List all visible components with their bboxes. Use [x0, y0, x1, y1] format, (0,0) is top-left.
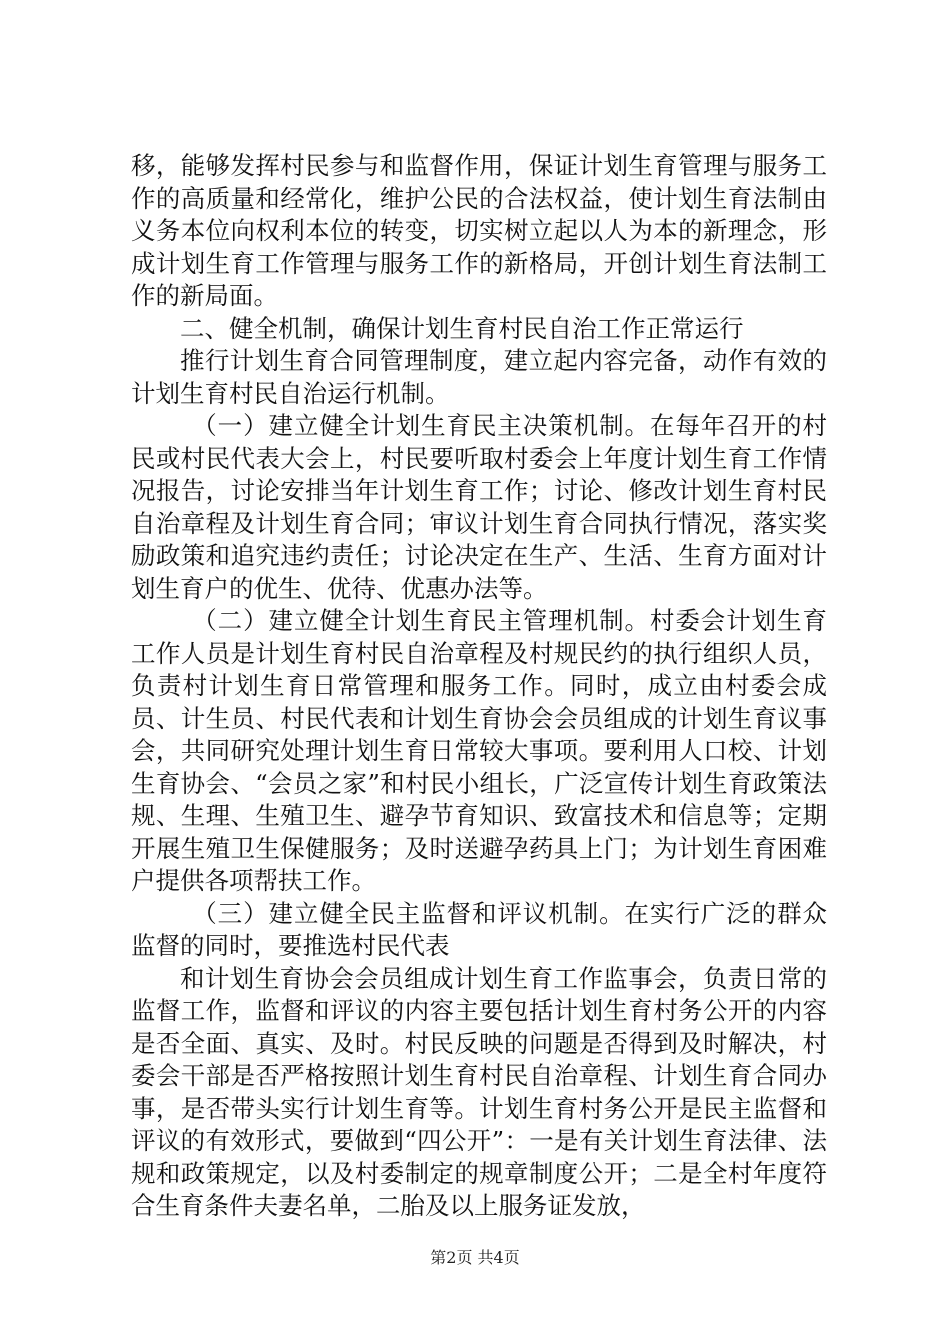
paragraph-continuation: 移，能够发挥村民参与和监督作用，保证计划生育管理与服务工作的高质量和经常化，维护公民的合法权益，使计划生育法制由义务本位向权利本位的转变，切实树立起以人为本的新理念，形成计划生育工作管理与服务工作的新格局，开创计划生育法制工作的新局面。: [131, 151, 827, 310]
section-heading: 二、健全机制，确保计划生育村民自治工作正常运行: [180, 313, 744, 343]
document-body: [131, 150, 827, 1223]
paragraph-decision-mechanism: （一）建立健全计划生育民主决策机制。在每年召开的村民或村民代表大会上，村民要听取村委会上年度计划生育工作情况报告，讨论安排当年计划生育工作；讨论、修改计划生育村民自治章程及计划生育合同；审议计划生育合同执行情况，落实奖励政策和追究违约责任；讨论决定在生产、生活、生育方面对计划生育户的优生、优待、优惠办法等。: [131, 411, 827, 603]
paragraph-supervision-mechanism: （三）建立健全民主监督和评议机制。在实行广泛的群众监督的同时，要推选村民代表: [131, 898, 827, 960]
paragraph-supervision-detail: 和计划生育协会会员组成计划生育工作监事会，负责日常的监督工作，监督和评议的内容主要包括计划生育村务公开的内容是否全面、真实、及时。村民反映的问题是否得到及时解决，村委会干部是否严格按照计划生育村民自治章程、计划生育合同办事，是否带头实行计划生育等。计划生育村务公开是民主监督和评议的有效形式，要做到“四公开”：一是有关计划生育法律、法规和政策规定，以及村委制定的规章制度公开；二是全村年度符合生育条件夫妻名单，二胎及以上服务证发放，: [131, 963, 827, 1220]
paragraph-intro: 推行计划生育合同管理制度，建立起内容完备，动作有效的计划生育村民自治运行机制。: [131, 346, 827, 408]
page-footer: [0, 1247, 950, 1269]
paragraph-management-mechanism: （二）建立健全计划生育民主管理机制。村委会计划生育工作人员是计划生育村民自治章程及村规民约的执行组织人员，负责村计划生育日常管理和服务工作。同时，成立由村委会成员、计生员、村民代表和计划生育协会会员组成的计划生育议事会，共同研究处理计划生育日常较大事项。要利用人口校、计划生育协会、“会员之家”和村民小组长，广泛宣传计划生育政策法规、生理、生殖卫生、避孕节育知识、致富技术和信息等；定期开展生殖卫生保健服务；及时送避孕药具上门；为计划生育困难户提供各项帮扶工作。: [131, 606, 827, 895]
page-number: 第2页 共4页: [430, 1248, 520, 1267]
